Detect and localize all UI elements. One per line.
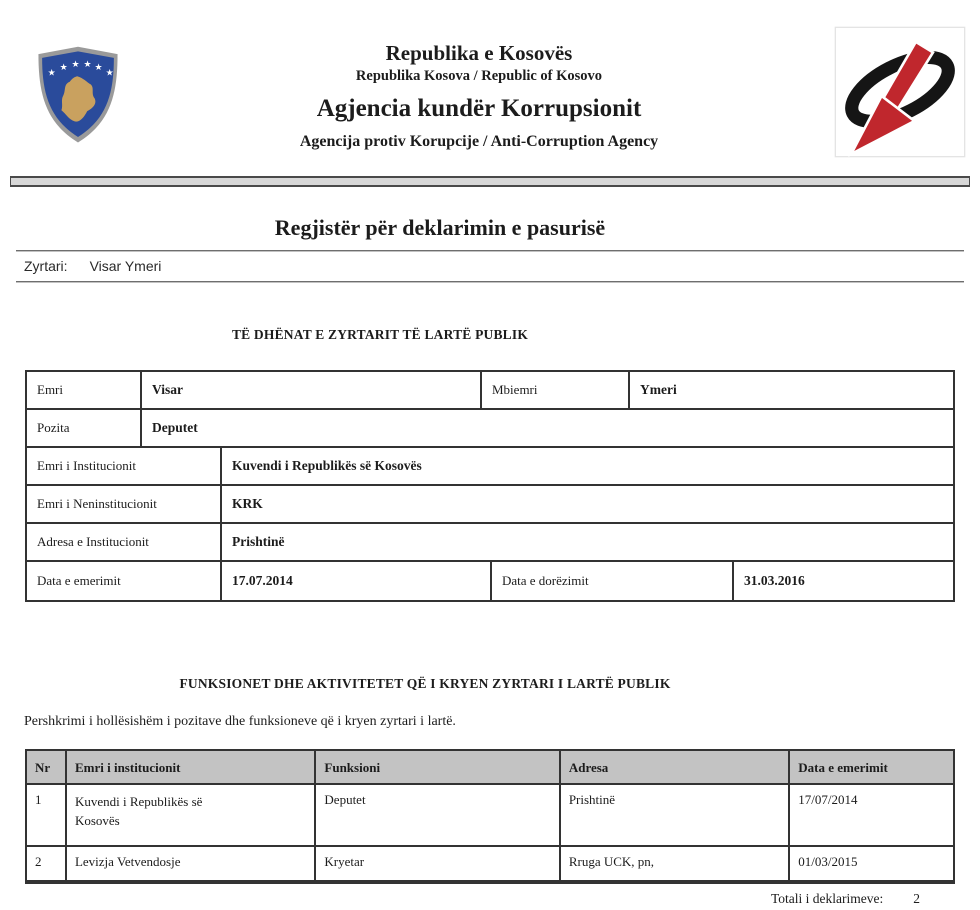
anti-corruption-agency-logo-svg <box>834 26 966 158</box>
mbiemri-label: Mbiemri <box>482 372 630 408</box>
section1-heading: TË DHËNAT E ZYRTARIT TË LARTË PUBLIK <box>231 327 529 342</box>
adresa-label: Adresa e Institucionit <box>27 524 222 560</box>
table-row-name <box>27 372 953 410</box>
functions-table-header-row <box>26 750 954 784</box>
title-underline <box>16 250 964 252</box>
declarations-total <box>0 891 934 907</box>
official-underline <box>16 281 964 283</box>
cell-address: Prishtinë <box>560 784 789 846</box>
emri-label: Emri <box>27 372 142 408</box>
functions-table <box>25 749 955 884</box>
table-row <box>26 846 954 882</box>
svg-text:★: ★ <box>94 61 103 72</box>
neninstitucioni-value: KRK <box>232 496 263 511</box>
table-row-subinstitution <box>27 486 953 524</box>
data-dorezimit-value: 31.03.2016 <box>744 573 805 588</box>
cell-institution: Levizja Vetvendosje <box>66 846 315 882</box>
table-row-institution <box>27 448 953 486</box>
cell-function: Kryetar <box>315 846 559 882</box>
emri-value: Visar <box>142 372 482 408</box>
svg-text:★: ★ <box>71 59 80 70</box>
cell-date: 17/07/2014 <box>789 784 954 846</box>
data-emerimit-label: Data e emerimit <box>27 562 222 600</box>
document-header <box>32 28 966 168</box>
institucioni-value: Kuvendi i Republikës së Kosovës <box>232 458 422 473</box>
cell-nr: 2 <box>26 846 66 882</box>
svg-text:★: ★ <box>105 67 114 78</box>
col-header-institution: Emri i institucionit <box>66 750 315 784</box>
table-row-dates <box>27 562 953 600</box>
header-titles <box>124 40 834 153</box>
header-divider-bar <box>10 176 970 187</box>
agency-subtitle: Agencija protiv Korupcije / Anti-Corruption Agency <box>299 133 659 150</box>
section2-heading: FUNKSIONET DHE AKTIVITETET QË I KRYEN ZYRTARI I LARTË PUBLIK <box>179 676 671 691</box>
col-header-nr: Nr <box>26 750 66 784</box>
page-title: Regjistër për deklarimin e pasurisë <box>274 215 606 240</box>
agency-title: Agjencia kundër Korrupsionit <box>316 95 642 122</box>
anti-corruption-agency-logo-icon <box>834 26 966 163</box>
total-label: Totali i deklarimeve: <box>770 891 884 906</box>
data-dorezimit-label: Data e dorëzimit <box>492 562 734 600</box>
col-header-function: Funksioni <box>315 750 559 784</box>
official-data-table <box>25 370 955 602</box>
republic-subtitle: Republika Kosova / Republic of Kosovo <box>355 68 603 84</box>
svg-text:★: ★ <box>47 67 56 78</box>
table-row-position <box>27 410 953 448</box>
table-row <box>26 784 954 846</box>
official-label: Zyrtari: <box>24 258 68 274</box>
kosovo-coat-of-arms-icon <box>32 36 124 161</box>
cell-function: Deputet <box>315 784 559 846</box>
official-name: Visar Ymeri <box>89 258 162 274</box>
cell-date: 01/03/2015 <box>789 846 954 882</box>
kosovo-coat-of-arms-svg <box>32 36 124 156</box>
svg-text:★: ★ <box>83 59 92 70</box>
adresa-value: Prishtinë <box>232 534 285 549</box>
cell-address: Rruga UCK, pn, <box>560 846 789 882</box>
official-line <box>24 258 980 276</box>
pozita-value: Deputet <box>152 420 198 435</box>
section2-description: Pershkrimi i hollësishëm i pozitave dhe funksioneve që i kryen zyrtari i lartë. <box>24 714 456 729</box>
institucioni-label: Emri i Institucionit <box>27 448 222 484</box>
svg-text:★: ★ <box>59 61 68 72</box>
data-emerimit-value: 17.07.2014 <box>222 562 492 600</box>
col-header-date: Data e emerimit <box>789 750 954 784</box>
table-row-address <box>27 524 953 562</box>
cell-nr: 1 <box>26 784 66 846</box>
col-header-address: Adresa <box>560 750 789 784</box>
total-value: 2 <box>913 891 920 906</box>
cell-institution <box>66 784 315 846</box>
neninstitucioni-label: Emri i Neninstitucionit <box>27 486 222 522</box>
republic-title: Republika e Kosovës <box>385 41 573 65</box>
pozita-label: Pozita <box>27 410 142 446</box>
mbiemri-value: Ymeri <box>640 382 677 397</box>
cell-institution-text: Kuvendi i Republikës së Kosovës <box>74 794 203 828</box>
